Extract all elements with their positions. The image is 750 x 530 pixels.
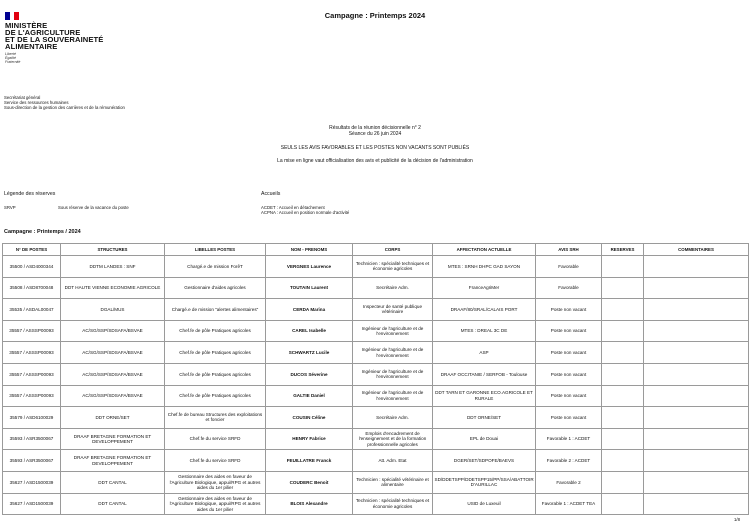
post-number-cell: 35557 / ASSSP00093 — [3, 342, 61, 364]
current-assignment-cell: MTES : DREAL 3C DE — [433, 320, 536, 342]
srh-opinion-cell: Poste non vacant — [536, 299, 602, 321]
campaign-subtitle: Campagne : Printemps / 2024 — [4, 229, 81, 235]
srh-opinion-cell: Poste non vacant — [536, 342, 602, 364]
column-header: N° DE POSTES — [3, 244, 61, 256]
name-cell: CERDA Marina — [266, 299, 353, 321]
corps-cell: Secrétaire Adm. — [353, 277, 433, 299]
republic-motto — [5, 52, 20, 64]
structure-cell: AC/SG/SSP/SDSAFA/BSVAE — [61, 320, 165, 342]
legend-code: SRVP — [4, 205, 16, 210]
current-assignment-cell: FranceAgriMer — [433, 277, 536, 299]
srh-opinion-cell: Poste non vacant — [536, 320, 602, 342]
name-cell: FEUILLATRE Franck — [266, 450, 353, 472]
campaign-title: Campagne : Printemps 2024 — [324, 11, 426, 20]
ministry-line: MINISTÈRE — [5, 21, 48, 30]
post-label-cell: Chef.fe de pôle Pratiques agricoles — [165, 385, 266, 407]
post-label-cell: Chef.fe de bureau Structures des exploitations et foncier — [165, 407, 266, 429]
post-number-cell: 35579 / ASD6100029 — [3, 407, 61, 429]
srh-opinion-cell: Favorable 2 — [536, 471, 602, 493]
structure-cell: DDT HAUTE VIENNE ECONOMIE AGRICOLE — [61, 277, 165, 299]
table-row — [3, 385, 749, 407]
reserves-cell — [602, 342, 644, 364]
name-cell: GALTIE Daniel — [266, 385, 353, 407]
reserves-cell — [602, 385, 644, 407]
reserves-cell — [602, 299, 644, 321]
ministry-logo-text — [5, 22, 103, 50]
structure-cell: DDT CANTAL — [61, 471, 165, 493]
secretariat-block — [4, 95, 125, 111]
secretariat-line: Service des ressources humaines — [4, 100, 69, 106]
name-cell: CAREL Isabelle — [266, 320, 353, 342]
current-assignment-cell: DDT TARN ET GARONNE ECO.AGRICOLE ET RURALE — [433, 385, 536, 407]
comments-cell — [644, 256, 749, 278]
table-row — [3, 342, 749, 364]
srh-opinion-cell: Favorable 1 : ACDET TEA — [536, 493, 602, 515]
name-cell: COUSIN Céline — [266, 407, 353, 429]
post-label-cell: Gestionnaire des aides en faveur de l'Agriculture Biologique, appui/RPG et autres aides du 1er pilier — [165, 493, 266, 515]
comments-cell — [644, 342, 749, 364]
reserves-cell — [602, 471, 644, 493]
structure-cell: DDT ORNE/SET — [61, 407, 165, 429]
reserves-cell — [602, 407, 644, 429]
column-header: NOM - PRENOMS — [266, 244, 353, 256]
post-label-cell: Chef.fe de pôle Pratiques agricoles — [165, 342, 266, 364]
post-label-cell: Chargé.e de mission ForêT — [165, 256, 266, 278]
post-number-cell: 35535 / ASDAL00047 — [3, 299, 61, 321]
column-header: LIBELLES POSTES — [165, 244, 266, 256]
post-number-cell: 35627 / ASD1500039 — [3, 493, 61, 515]
structure-cell: AC/SG/SSP/SDSAFA/BSVAE — [61, 385, 165, 407]
comments-cell — [644, 407, 749, 429]
publication-statement: La mise en ligne vaut officialisation des avis et publicité de la décision de l'administration — [277, 158, 473, 164]
ministry-line: ET DE LA SOUVERAINETÉ — [5, 35, 104, 44]
results-table — [2, 243, 749, 515]
srh-opinion-cell: Favorable 1 : ACDET — [536, 428, 602, 450]
column-header: RESERVES — [602, 244, 644, 256]
comments-cell — [644, 450, 749, 472]
post-number-cell: 35627 / ASD1500039 — [3, 471, 61, 493]
post-number-cell: 35500 / ASD4000344 — [3, 256, 61, 278]
current-assignment-cell: MTES : SRNH DHPC GAD SAYON — [433, 256, 536, 278]
comments-cell — [644, 363, 749, 385]
reserves-cell — [602, 428, 644, 450]
column-header: CORPS — [353, 244, 433, 256]
current-assignment-cell: USID de Luxeuil — [433, 493, 536, 515]
comments-cell — [644, 471, 749, 493]
comments-cell — [644, 385, 749, 407]
corps-cell: Att. Adm. Etat — [353, 450, 433, 472]
current-assignment-cell: SD/DDETSPP/DDETSPP15/PP/SSA/ABATTOIR D'AURILLAC — [433, 471, 536, 493]
motto-line: Liberté — [5, 52, 16, 56]
table-row — [3, 299, 749, 321]
table-row — [3, 407, 749, 429]
name-cell: DUCOS Séverine — [266, 363, 353, 385]
table-row — [3, 256, 749, 278]
name-cell: VERGNES Laurence — [266, 256, 353, 278]
post-number-cell: 35557 / ASSSP00093 — [3, 320, 61, 342]
post-label-cell: Chef.fe du service SRFD — [165, 450, 266, 472]
post-number-cell: 35593 / ASR3500067 — [3, 450, 61, 472]
srh-opinion-cell: Favorable 2 : ACDET — [536, 450, 602, 472]
name-cell: HENRY Fabrice — [266, 428, 353, 450]
accueils-legend — [261, 205, 349, 215]
publication-notice: SEULS LES AVIS FAVORABLES ET LES POSTES NON VACANTS SONT PUBLIÉS — [280, 145, 470, 151]
structure-cell: DRAAF BRETAGNE FORMATION ET DEVELOPPEMENT — [61, 428, 165, 450]
post-label-cell: Chef.fe du service SRFD — [165, 428, 266, 450]
ministry-line: DE L'AGRICULTURE — [5, 28, 81, 37]
structure-cell: AC/SG/SSP/SDSAFA/BSVAE — [61, 342, 165, 364]
comments-cell — [644, 299, 749, 321]
reserves-cell — [602, 256, 644, 278]
post-label-cell: Chargé.e de mission "alertes alimentaires" — [165, 299, 266, 321]
column-header: AFFECTATION ACTUELLE — [433, 244, 536, 256]
current-assignment-cell: ASP — [433, 342, 536, 364]
reserves-cell — [602, 450, 644, 472]
srh-opinion-cell: Poste non vacant — [536, 363, 602, 385]
reserves-cell — [602, 277, 644, 299]
table-row — [3, 493, 749, 515]
corps-cell: Technicien : spécialité vétérinaire et alimentaire — [353, 471, 433, 493]
secretariat-line: Secrétariat général — [4, 95, 41, 100]
legend-title: Légende des réserves — [4, 191, 56, 197]
republic-flag-icon — [5, 12, 19, 20]
comments-cell — [644, 277, 749, 299]
post-number-cell: 35557 / ASSSP00093 — [3, 385, 61, 407]
column-header: AVIS SRH — [536, 244, 602, 256]
corps-cell: Technicien : spécialité techniques et économie agricoles — [353, 493, 433, 515]
comments-cell — [644, 320, 749, 342]
srh-opinion-cell: Favorable — [536, 256, 602, 278]
name-cell: TOUTAIN Laurent — [266, 277, 353, 299]
post-label-cell: Chef.fe de pôle Pratiques agricoles — [165, 363, 266, 385]
current-assignment-cell: DRAAF/80/SRAL/CALAIS PORT — [433, 299, 536, 321]
comments-cell — [644, 493, 749, 515]
table-row — [3, 428, 749, 450]
corps-cell: Emplois d'encadrement de l'enseignement et de la formation professionnelle agricoles — [353, 428, 433, 450]
srh-opinion-cell: Favorable — [536, 277, 602, 299]
accueils-line: ACDET : Accueil en détachement — [261, 205, 325, 210]
ministry-line: ALIMENTAIRE — [5, 42, 58, 51]
srh-opinion-cell: Poste non vacant — [536, 407, 602, 429]
srh-opinion-cell: Poste non vacant — [536, 385, 602, 407]
post-label-cell: Chef.fe de pôle Pratiques agricoles — [165, 320, 266, 342]
table-row — [3, 450, 749, 472]
corps-cell: Technicien : spécialité techniques et économie agricoles — [353, 256, 433, 278]
table-row — [3, 277, 749, 299]
table-header-row — [3, 244, 749, 256]
structure-cell: DDT CANTAL — [61, 493, 165, 515]
structure-cell: AC/SG/SSP/SDSAFA/BSVAE — [61, 363, 165, 385]
table-row — [3, 320, 749, 342]
results-title: Résultats de la réunion décisionnelle n° 2 — [329, 125, 421, 131]
column-header: STRUCTURES — [61, 244, 165, 256]
reserves-cell — [602, 363, 644, 385]
name-cell: COUDERC Benoit — [266, 471, 353, 493]
structure-cell: DDTM LANDES : SNF — [61, 256, 165, 278]
reserves-cell — [602, 320, 644, 342]
reserves-cell — [602, 493, 644, 515]
structure-cell: DGAL/MUS — [61, 299, 165, 321]
corps-cell: Ingénieur de l'agriculture et de l'environnement — [353, 342, 433, 364]
name-cell: SCHWARTZ Lucile — [266, 342, 353, 364]
corps-cell: Inspecteur de santé publique vétérinaire — [353, 299, 433, 321]
table-row — [3, 471, 749, 493]
comments-cell — [644, 428, 749, 450]
name-cell: BLOIS Alexandre — [266, 493, 353, 515]
column-header: COMMENTAIRES — [644, 244, 749, 256]
accueils-line: ACPNA : Accueil en position normale d'activité — [261, 210, 350, 216]
corps-cell: Ingénieur de l'agriculture et de l'environnement — [353, 363, 433, 385]
motto-line: Fraternité — [5, 60, 21, 64]
post-number-cell: 35593 / ASR3500067 — [3, 428, 61, 450]
flag-red-band — [14, 12, 19, 20]
motto-line: Égalité — [5, 56, 16, 60]
post-label-cell: Gestionnaire des aides en faveur de l'Agriculture Biologique, appui/RPG et autres aides du 1er pilier — [165, 471, 266, 493]
structure-cell: DRAAF BRETAGNE FORMATION ET DEVELOPPEMENT — [61, 450, 165, 472]
accueils-title: Accueils — [261, 191, 281, 197]
legend-text: Sous réserve de la vacance du poste — [58, 205, 129, 210]
post-label-cell: Gestionnaire d'aides agricoles — [165, 277, 266, 299]
current-assignment-cell: EPL de Douai — [433, 428, 536, 450]
corps-cell: Secrétaire Adm. — [353, 407, 433, 429]
current-assignment-cell: DDT ORNE/SET — [433, 407, 536, 429]
current-assignment-cell: DGER/SET/SDPOFE/BAEVS — [433, 450, 536, 472]
current-assignment-cell: DRAAF OCCITANIE / SERFOB - Toulouse — [433, 363, 536, 385]
corps-cell: Ingénieur de l'agriculture et de l'environnement — [353, 320, 433, 342]
post-number-cell: 35508 / ASD8700048 — [3, 277, 61, 299]
results-header — [0, 125, 750, 164]
page-number: 1/8 — [734, 517, 740, 522]
post-number-cell: 35557 / ASSSP00093 — [3, 363, 61, 385]
corps-cell: Ingénieur de l'agriculture et de l'environnement — [353, 385, 433, 407]
session-date: Séance du 26 juin 2024 — [348, 131, 402, 137]
table-body — [3, 256, 749, 515]
secretariat-line: Sous-direction de la gestion des carrières et de la rémunération — [4, 105, 125, 111]
table-row — [3, 363, 749, 385]
